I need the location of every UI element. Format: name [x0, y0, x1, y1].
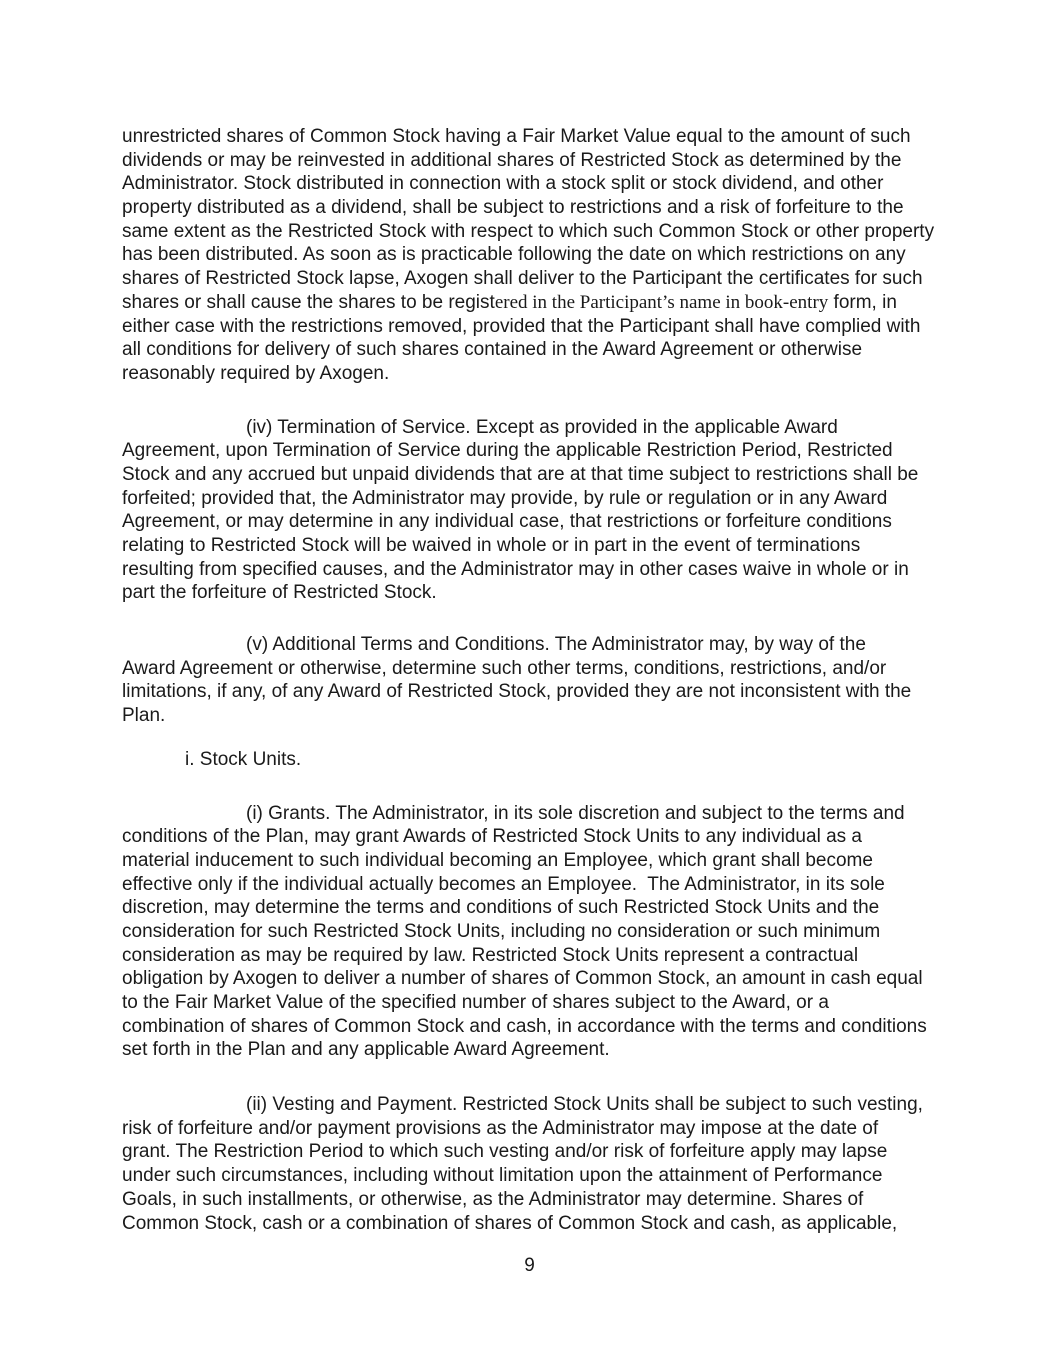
text-line: (ii) Vesting and Payment. Restricted Stock Units shall be subject to such vesting,	[246, 1094, 923, 1116]
text-line: Agreement, or may determine in any individual case, that restrictions or forfeiture conditions	[122, 511, 892, 533]
text-line: grant. The Restriction Period to which such vesting and/or risk of forfeiture apply may lapse	[122, 1141, 888, 1163]
text-line: Goals, in such installments, or otherwise, as the Administrator may determine. Shares of	[122, 1188, 864, 1210]
text-line: consideration as may be required by law. Restricted Stock Units represent a contractual	[122, 944, 859, 966]
document-body	[122, 125, 937, 1278]
text-line: combination of shares of Common Stock and cash, in accordance with the terms and conditions	[122, 1015, 927, 1037]
text-line: Agreement, upon Termination of Service during the applicable Restriction Period, Restricted	[122, 440, 893, 462]
text-line	[122, 291, 937, 315]
text-line: consideration for such Restricted Stock Units, including no consideration or such minimum	[122, 920, 881, 942]
text-line: relating to Restricted Stock will be waived in whole or in part in the event of terminations	[122, 535, 861, 556]
termination-of-service-paragraph	[122, 416, 937, 606]
text-line: Stock and any accrued but unpaid dividends that are at that time subject to restrictions shall be	[122, 463, 919, 485]
text-line: i. Stock Units.	[185, 748, 302, 770]
text-line: unrestricted shares of Common Stock having a Fair Market Value equal to the amount of such	[122, 126, 911, 147]
text-line: same extent as the Restricted Stock with respect to which such Common Stock or other property	[122, 220, 935, 242]
text-line: forfeited; provided that, the Administrator may provide, by rule or regulation or in any Award	[122, 487, 888, 509]
text-line: set forth in the Plan and any applicable Award Agreement.	[122, 1039, 610, 1061]
text-line: property distributed as a dividend, shall be subject to restrictions and a risk of forfeiture to the	[122, 197, 904, 219]
text-line: conditions of the Plan, may grant Awards of Restricted Stock Units to any individual as a	[122, 826, 862, 848]
text-line: to the Fair Market Value of the specified number of shares subject to the Award, or a	[122, 992, 829, 1013]
text-line: effective only if the individual actually becomes an Employee. The Administrator, in its sole	[122, 873, 885, 895]
text-line: has been distributed. As soon as is practicable following the date on which restrictions on any	[122, 244, 906, 266]
text-line: dividends or may be reinvested in additional shares of Restricted Stock as determined by the	[122, 149, 902, 171]
grants-paragraph	[122, 802, 937, 1063]
restricted-stock-continuation-paragraph	[122, 125, 937, 386]
text-line: reasonably required by Axogen.	[122, 362, 390, 384]
text-line: Administrator. Stock distributed in connection with a stock split or stock dividend, and other	[122, 173, 884, 195]
text-line: part the forfeiture of Restricted Stock.	[122, 582, 437, 604]
text-line: (i) Grants. The Administrator, in its sole discretion and subject to the terms and	[246, 802, 905, 824]
text-line: resulting from specified causes, and the Administrator may in other cases waive in whole or in	[122, 558, 909, 580]
text-line: shares of Restricted Stock lapse, Axogen shall deliver to the Participant the certificates for such	[122, 268, 923, 290]
page-number: 9	[524, 1255, 535, 1277]
text-line: either case with the restrictions removed, provided that the Participant shall have complied with	[122, 315, 921, 337]
stock-units-heading	[122, 748, 937, 772]
text-line: discretion, may determine the terms and conditions of such Restricted Stock Units and the	[122, 897, 880, 919]
text-line: obligation by Axogen to deliver a number of shares of Common Stock, an amount in cash equal	[122, 968, 923, 990]
text-line: Award Agreement or otherwise, determine such other terms, conditions, restrictions, and/or	[122, 657, 887, 679]
text-line: (iv) Termination of Service. Except as provided in the applicable Award	[246, 416, 838, 438]
additional-terms-and-conditions-paragraph	[122, 633, 937, 728]
serif-text-segment: ered in the Participant’s name in book-entry	[494, 291, 829, 313]
text-line: all conditions for delivery of such shares contained in the Award Agreement or otherwise	[122, 339, 863, 361]
text-line: risk of forfeiture and/or payment provisions as the Administrator may impose at the date of	[122, 1117, 879, 1139]
vesting-and-payment-paragraph	[122, 1093, 937, 1235]
text-line: material inducement to such individual becoming an Employee, which grant shall become	[122, 849, 873, 871]
text-segment: shares or shall cause the shares to be regist	[122, 291, 495, 313]
text-line: (v) Additional Terms and Conditions. The Administrator may, by way of the	[246, 634, 866, 656]
text-segment: form, in	[828, 291, 897, 313]
text-line: Plan.	[122, 705, 166, 727]
text-line: limitations, if any, of any Award of Restricted Stock, provided they are not inconsistent with the	[122, 681, 912, 703]
text-line: Common Stock, cash or a combination of shares of Common Stock and cash, as applicable,	[122, 1212, 898, 1234]
text-line: under such circumstances, including without limitation upon the attainment of Performance	[122, 1165, 883, 1187]
